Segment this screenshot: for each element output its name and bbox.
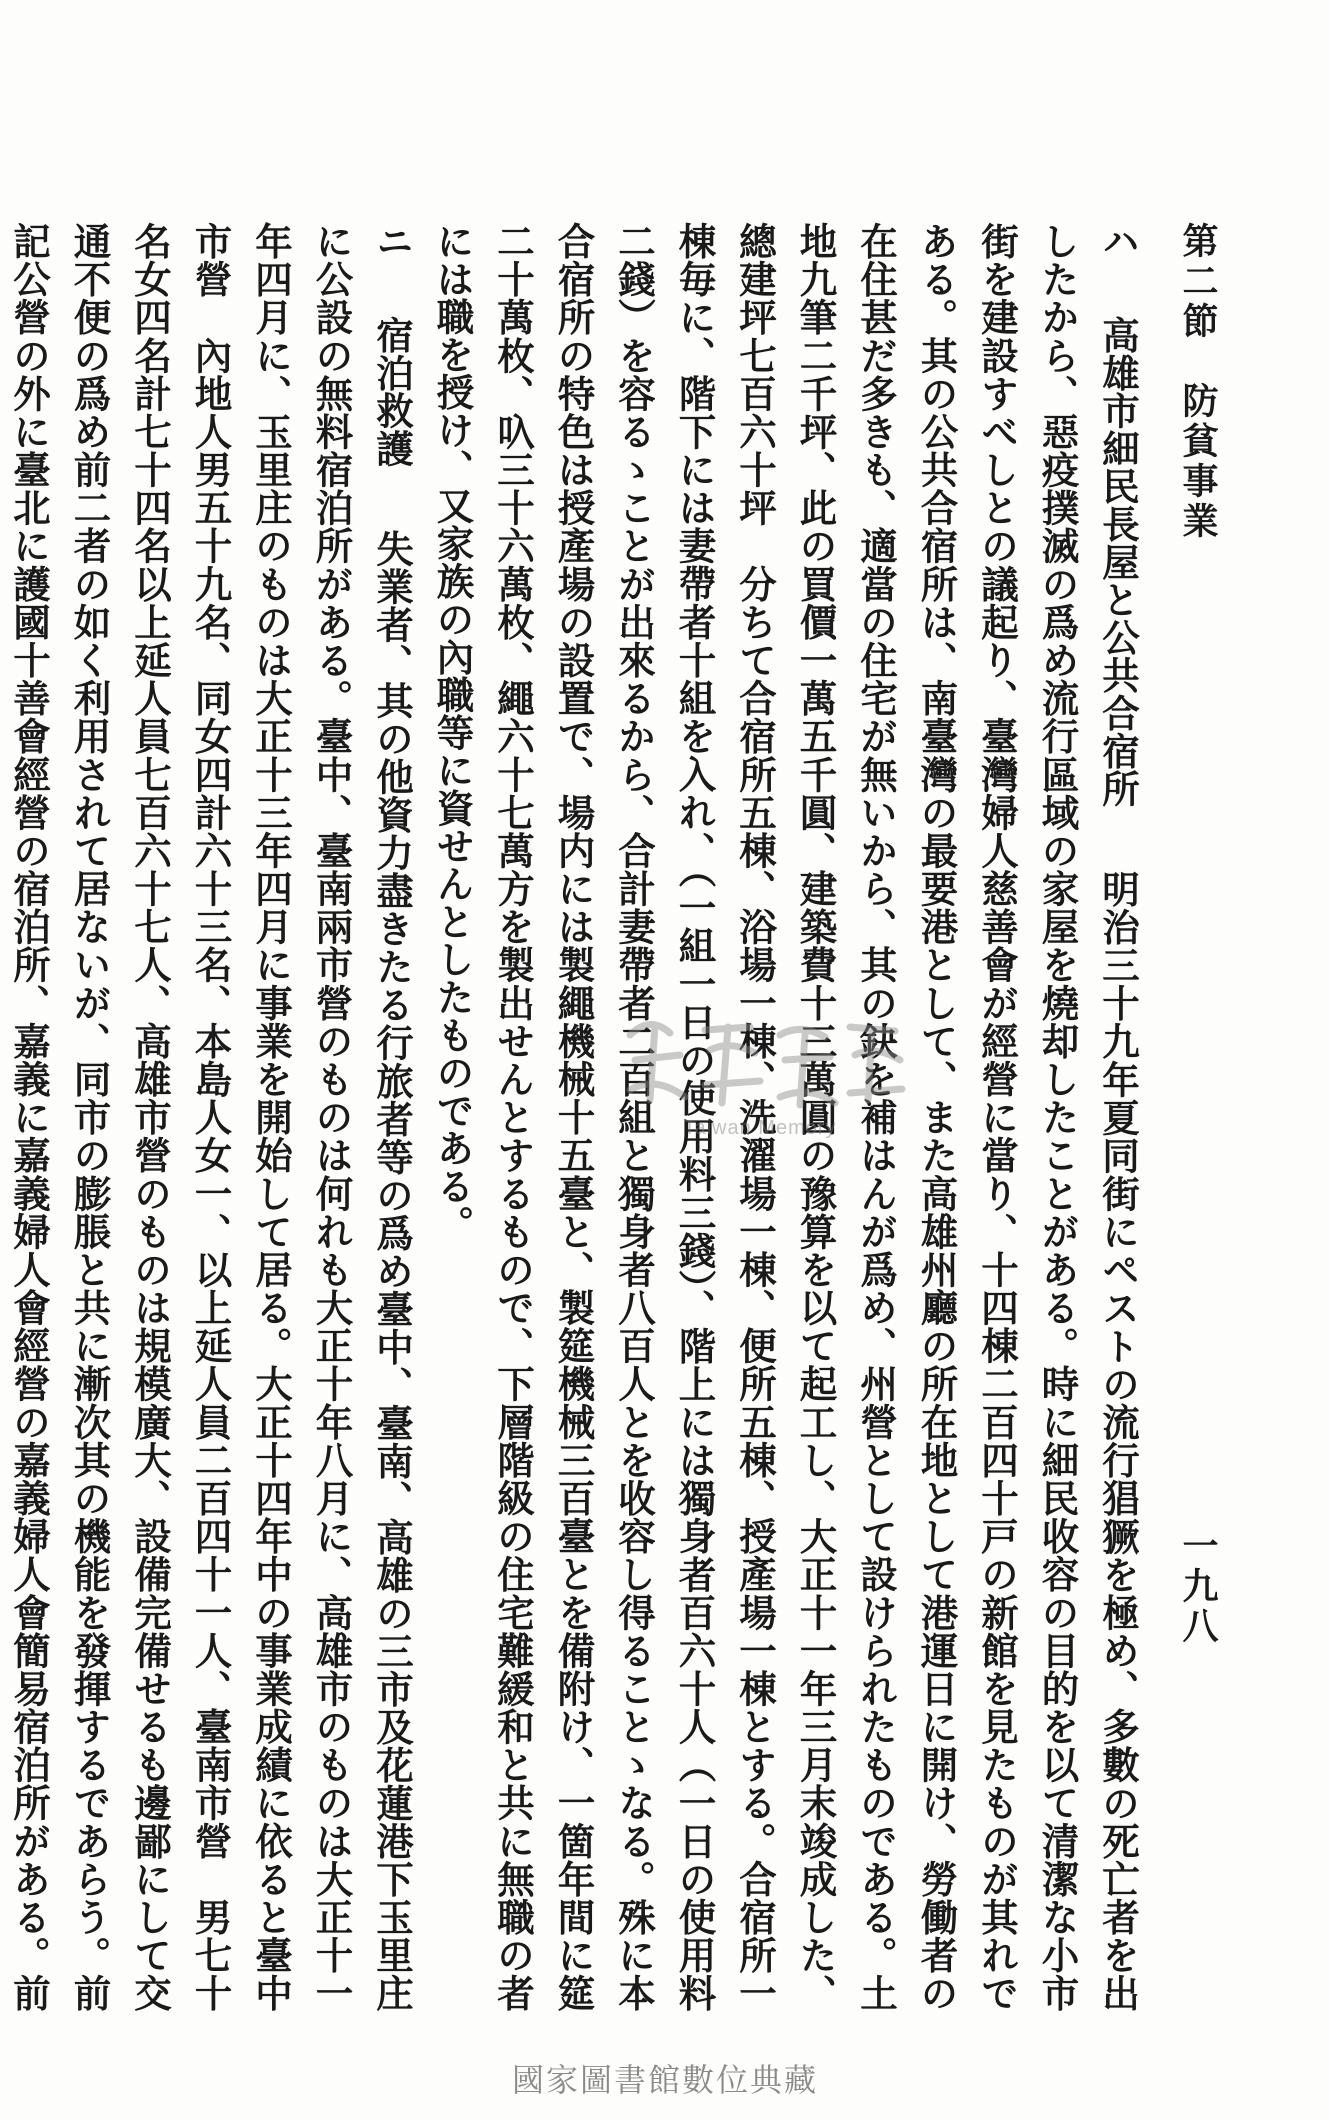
paragraph-ha <box>422 222 1148 2012</box>
paragraph-text: 明治三十九年夏同街にペストの流行猖獗を極め、多數の死亡者を出したから、惡疫撲滅の爲め流行區域の家屋を燒却したことがある。時に細民收容の目的を以て清潔な小市街を建設すべしとの議起り、臺灣婦人慈善會が經營に當り、十四棟二百四十戸の新館を見たものが其れである。其の公共合宿所は、南臺灣の最要港として、また高雄州廳の所在地として港運日に開け、勞働者の在住甚だ多きも、適當の住宅が無いから、其の鈌を補はんが爲め、州營として設けられたものである。土地九筆二千坪、此の買價一萬五千圓、建築費十三萬圓の豫算を以て起工し、大正十一年三月末竣成した、總建坪七百六十坪 分ちて合宿所五棟、浴場一棟、洗濯場一棟、便所五棟、授產場一棟とする。合宿所一棟毎に、階下には妻帶者十組を入れ、（一組一日の使用料三錢）、階上には獨身者百六十人（一日の使用料二錢）を容るゝことが出來るから、合計妻帶者二百組と獨身者八百人とを收容し得ることゝなる。殊に本合宿所の特色は授產場の設置で、場内には製繩機械十五臺と、製筵機械三百臺とを備附け、一箇年間に筵二十萬枚、叺三十六萬枚、繩六十七萬方を製出せんとするもので、下層階級の住宅難緩和と共に無職の者には職を授け、又家族の內職等に資せんとしたものである。 <box>430 222 1140 2012</box>
paragraph-text: 失業者、其の他資力盡きたる行旅者等の爲め臺中、臺南、高雄の三市及花蓮港下玉里庄に公設の無料宿泊所がある。臺中、臺南兩市營のものは何れも大正十年八月に、高雄市のものは大正十一年四月に、玉里庄のものは大正十三年四月に事業を開始して居る。大正十四年中の事業成績に依ると臺中市營 內地人男五十九名、同女四計六十三名、本島人女一、以上延人員二百四十一人、臺南市營 男七十名女四名計七十四名以上延人員七百六十七人、高雄市營のものは規模廣大、設備完備せるも邊鄙にして交通不便の爲め前二者の如く利用されて居ないが、同市の膨脹と共に漸次其の機能を發揮するであらう。前記公營の外に臺北に護國十善會經營の宿泊所、嘉義に嘉義婦人會經營の嘉義婦人會簡易宿泊所がある。前 <box>7 222 414 2012</box>
paragraph-heading: 宿泊救護 <box>370 316 414 468</box>
paragraph-heading: 高雄市細民長屋と公共合宿所 <box>1096 316 1140 808</box>
paragraph-ni <box>0 222 422 2012</box>
body-text <box>7 222 1148 2012</box>
page-number: 一九八 <box>1177 1527 1219 1647</box>
watermark-subtitle: Taiwan Memory <box>683 1117 837 1139</box>
section-title: 第二節 防貧事業 <box>1177 222 1219 542</box>
paragraph-marker: ニ <box>370 222 414 260</box>
paragraph-marker: ハ <box>1096 222 1140 260</box>
running-header <box>1178 222 1230 2042</box>
footer-archive-credit: 國家圖書館數位典藏 <box>511 2061 818 2099</box>
